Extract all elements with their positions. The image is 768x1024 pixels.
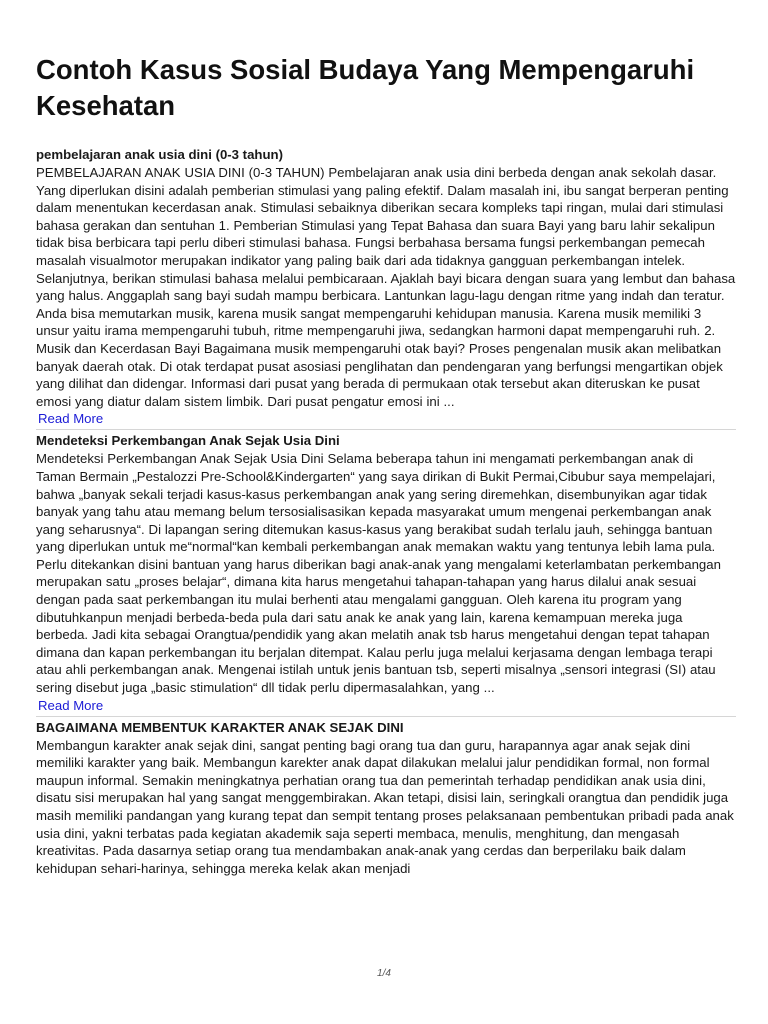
article-2 xyxy=(36,432,736,714)
document-page xyxy=(36,52,736,877)
article-body: Membangun karakter anak sejak dini, sangat penting bagi orang tua dan guru, harapannya agar anak sejak dini memiliki karakter yang baik. Membangun karekter anak dapat dilakukan melalui jalur pendidikan formal, non formal maupun informal. Semakin meningkatnya perhatian orang tua dan pemerintah terhadap pendidikan anak usia dini, disatu sisi merupakan hal yang sangat menggembirakan. Akan tetapi, disisi lain, seringkali orangtua dan pendidik juga masih memiliki pandangan yang kurang tepat dan sempit tentang proses pelaksanaan pembentukan pribadi pada anak usia dini, yakni terbatas pada kegiatan akademik saja seperti membaca, menulis, menghitung, dan mengasah kreativitas. Pada dasarnya setiap orang tua mendambakan anak-anak yang cerdas dan berperilaku baik dalam kehidupan sehari-harinya, sehingga mereka kelak akan menjadi xyxy=(36,737,734,876)
article-title: BAGAIMANA MEMBENTUK KARAKTER ANAK SEJAK DINI xyxy=(36,719,404,735)
article-body: PEMBELAJARAN ANAK USIA DINI (0-3 TAHUN) Pembelajaran anak usia dini berbeda dengan anak sekolah dasar. Yang diperlukan disini adalah pemberian stimulasi yang paling efektif. Dalam masalah ini, ibu sangat berperan penting dalam menentukan kecerdasan anak. Stimulasi sebaiknya diberikan secara kompleks tapi ringan, mulai dari stimulasi bahasa gerakan dan sentuhan 1. Pemberian Stimulasi yang Tepat Bahasa dan suara Bayi yang baru lahir sekalipun tidak bisa berbicara tapi perlu diberi stimulasi bahasa. Fungsi berbahasa bersama fungsi perkembangan pemecah masalah visualmotor merupakan indikator yang paling baik dari ada tidaknya gangguan perkembangan intelek. Selanjutnya, berikan stimulasi bahasa melalui pembicaraan. Ajaklah bayi bicara dengan suara yang lembut dan bahasa yang halus. Anggaplah sang bayi sudah mampu berbicara. Lantunkan lagu-lagu dengan ritme yang indah dan teratur. Anda bisa memutarkan musik, karena musik sangat mempengaruhi kehidupan manusia. Karena musik memiliki 3 unsur yaitu irama mempengaruhi tubuh, ritme mempengaruhi jiwa, sedangkan harmoni dapat mempengaruhi ruh. 2. Musik dan Kecerdasan Bayi Bagaimana musik mempengaruhi otak bayi? Proses pengenalan musik akan melibatkan banyak daerah otak. Di otak terdapat pusat asosiasi penglihatan dan pendengaran yang berfungsi mengartikan objek yang dilihat dan didengar. Informasi dari pusat yang berada di permukaan otak tersebut akan diteruskan ke pusat emosi yang diatur dalam sistem limbik. Dari pusat pengatur emosi ini ... xyxy=(36,165,736,409)
page-number: 1/4 xyxy=(377,968,391,979)
read-more-link[interactable]: Read More xyxy=(38,411,104,427)
divider xyxy=(36,429,736,430)
article-1 xyxy=(36,146,736,428)
article-title: pembelajaran anak usia dini (0-3 tahun) xyxy=(36,147,283,162)
article-body: Mendeteksi Perkembangan Anak Sejak Usia Dini Selama beberapa tahun ini mengamati perkembangan anak di Taman Bermain „Pestalozzi Pre-School&Kindergarten“ yang saya dirikan di Bukit Permai,Cibubur saya mempelajari, bahwa „banyak sekali terjadi kasus-kasus perkembangan anak yang sering diremehkan, disembunyikan agar tidak banyak yang tahu atau memang belum tersosialisasikan kepada masyarakat umum mengenai perkembangan anak yang seharusnya“. Di lapangan sering ditemukan kasus-kasus yang berakibat sudah terlalu jauh, sehingga bantuan yang diperlukan untuk me“normal“kan kembali perkembangan anak memakan waktu yang tentunya lebih lama pula. Perlu ditekankan disini bantuan yang harus diberikan bagi anak-anak yang mengalami keterlambatan perkembangan merupakan satu „proses belajar“, dimana kita harus mengetahui tahapan-tahapan yang harus dilalui anak sesuai dengan pada saat perkembangan itu mulai berhenti atau mengalami gangguan. Oleh karena itu program yang dibutuhkanpun menjadi berbeda-beda pula dari satu anak ke anak yang lain, karena kemampuan mereka juga berbeda. Jadi kita sebagai Orangtua/pendidik yang akan melatih anak tsb harus mengetahui dengan tepat tahapan dimana dan kapan perkembangan itu berjalan ditempat. Kalau perlu juga melalui kerjasama dengan lembaga terapi atau ahli perkembangan anak. Mengenai istilah untuk jenis bantuan tsb, seperti misalnya „sensori integrasi (SI) atau sering disebut juga „basic stimulation“ dll tidak perlu dipermasalahkan, yang ... xyxy=(36,451,721,696)
article-3 xyxy=(36,719,736,878)
read-more-link[interactable]: Read More xyxy=(38,697,104,713)
divider xyxy=(36,716,736,717)
article-title: Mendeteksi Perkembangan Anak Sejak Usia Dini xyxy=(36,433,340,449)
page-title: Contoh Kasus Sosial Budaya Yang Mempengaruhi Kesehatan xyxy=(36,54,695,121)
